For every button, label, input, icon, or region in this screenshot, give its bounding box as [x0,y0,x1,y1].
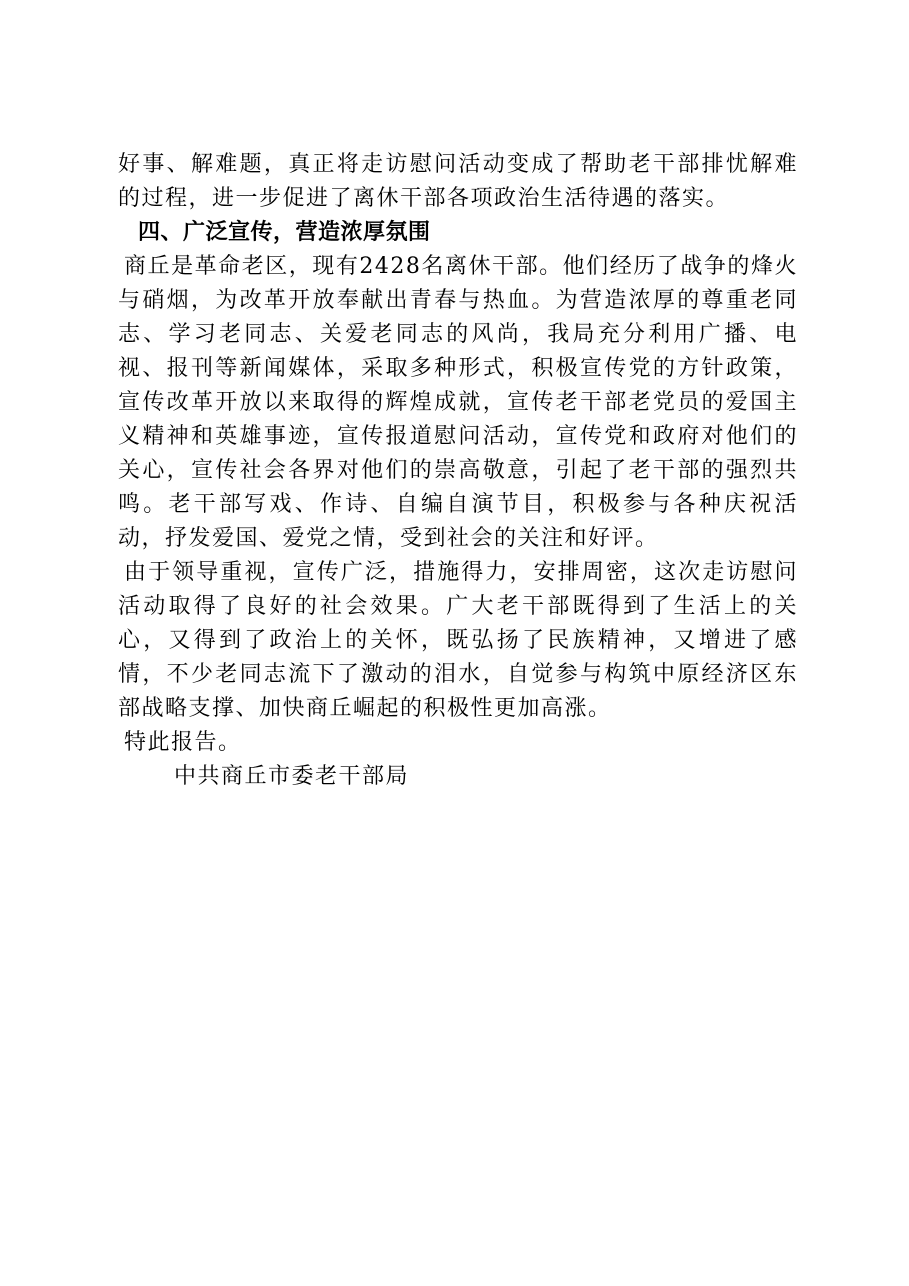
paragraph-continuation: 好事、解难题，真正将走访慰问活动变成了帮助老干部排忧解难的过程，进一步促进了离休干部各项政治生活待遇的落实。 [118,152,798,211]
signature: 中共商丘市委老干部局 [174,764,410,789]
paragraph-conclusion: 由于领导重视，宣传广泛，措施得力，安排周密，这次走访慰问活动取得了良好的社会效果。广大老干部既得到了生活上的关心，又得到了政治上的关怀，既弘扬了民族精神，又增进了感情，不少老同志流下了激动的泪水，自觉参与构筑中原经济区东部战略支撑、加快商丘崛起的积极性更加高涨。 [118,560,798,721]
paragraph-publicity: 商丘是革命老区，现有2428名离休干部。他们经历了战争的烽火与硝烟，为改革开放奉献出青春与热血。为营造浓厚的尊重老同志、学习老同志、关爱老同志的风尚，我局充分利用广播、电视、报刊等新闻媒体，采取多种形式，积极宣传党的方针政策，宣传改革开放以来取得的辉煌成就，宣传老干部老党员的爱国主义精神和英雄事迹，宣传报道慰问活动，宣传党和政府对他们的关心，宣传社会各界对他们的崇高敬意，引起了老干部的强烈共鸣。老干部写戏、作诗、自编自演节目，积极参与各种庆祝活动，抒发爱国、爱党之情，受到社会的关注和好评。 [118,254,798,551]
section-heading: 四、广泛宣传，营造浓厚氛围 [138,220,431,245]
closing-line: 特此报告。 [124,730,242,755]
document-body [118,148,798,794]
